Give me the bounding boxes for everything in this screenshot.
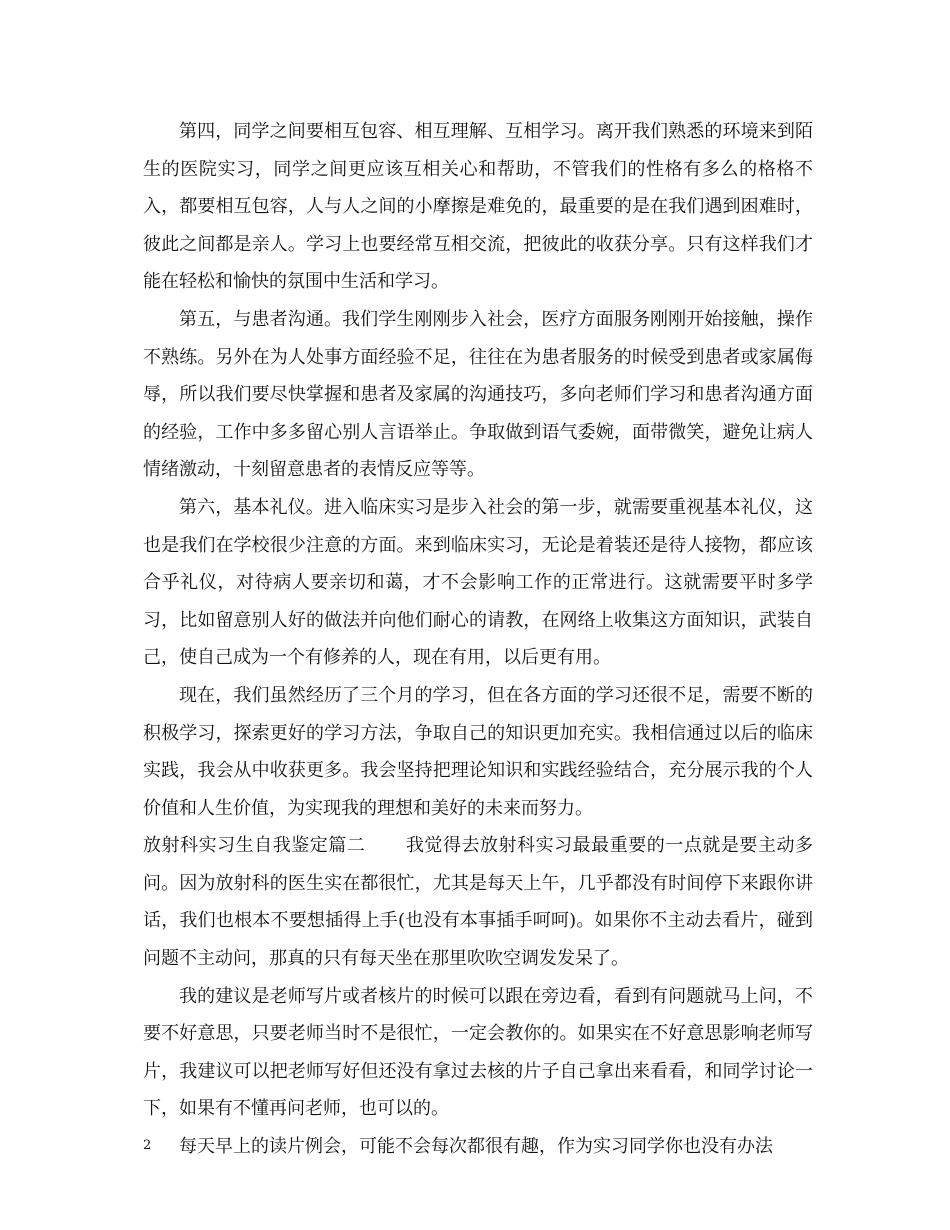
section-heading: 放射科实习生自我鉴定篇二 <box>143 835 366 857</box>
page-number: 2 <box>143 1138 152 1153</box>
paragraph-advice: 我的建议是老师写片或者核片的时候可以跟在旁边看，看到有问题就马上问，不要不好意思，只要老师当时不是很忙，一定会教你的。如果实在不好意思影响老师写片，我建议可以把老师写好但还没有拿过去核的片子自己拿出来看看，和同学讨论一下，如果有不懂再问老师，也可以的。 <box>143 985 813 1120</box>
paragraph-summary: 现在，我们虽然经历了三个月的学习，但在各方面的学习还很不足，需要不断的积极学习，探索更好的学习方法，争取自己的知识更加充实。我相信通过以后的临床实践，我会从中收获更多。我会坚持把理论知识和实践经验结合，充分展示我的个人价值和人生价值，为实现我的理想和美好的未来而努力。 <box>143 684 813 819</box>
section-two-paragraph <box>143 827 813 977</box>
body-text <box>143 113 813 1166</box>
section-intro-text: 我觉得去放射科实习最最重要的一点就是要主动多问。因为放射科的医生实在都很忙，尤其是每天上午，几乎都没有时间停下来跟你讲话，我们也根本不要想插得上手(也没有本事插手呵呵)。如果你不主动去看片，碰到问题不主动问，那真的只有每天坐在那里吹吹空调发发呆了。 <box>143 835 814 970</box>
paragraph-sixth: 第六，基本礼仪。进入临床实习是步入社会的第一步，就需要重视基本礼仪，这也是我们在学校很少注意的方面。来到临床实习，无论是着装还是待人接物，都应该合乎礼仪，对待病人要亲切和蔼，才不会影响工作的正常进行。这就需要平时多学习，比如留意别人好的做法并向他们耐心的请教，在网络上收集这方面知识，武装自己，使自己成为一个有修养的人，现在有用，以后更有用。 <box>143 496 813 669</box>
paragraph-fifth: 第五，与患者沟通。我们学生刚刚步入社会，医疗方面服务刚刚开始接触，操作不熟练。另外在为人处事方面经验不足，往往在为患者服务的时候受到患者或家属侮辱，所以我们要尽快掌握和患者及家属的沟通技巧，多向老师们学习和患者沟通方面的经验，工作中多多留心别人言语举止。争取做到语气委婉，面带微笑，避免让病人情绪激动，十刻留意患者的表情反应等等。 <box>143 308 813 481</box>
paragraph-morning-meeting: 每天早上的读片例会，可能不会每次都很有趣，作为实习同学你也没有办法 <box>179 1136 773 1158</box>
paragraph-fourth: 第四，同学之间要相互包容、相互理解、互相学习。离开我们熟悉的环境来到陌生的医院实习，同学之间更应该互相关心和帮助，不管我们的性格有多么的格格不入，都要相互包容，人与人之间的小摩擦是难免的，最重要的是在我们遇到困难时，彼此之间都是亲人。学习上也要经常互相交流，把彼此的收获分享。只有这样我们才能在轻松和愉快的氛围中生活和学习。 <box>143 121 813 293</box>
